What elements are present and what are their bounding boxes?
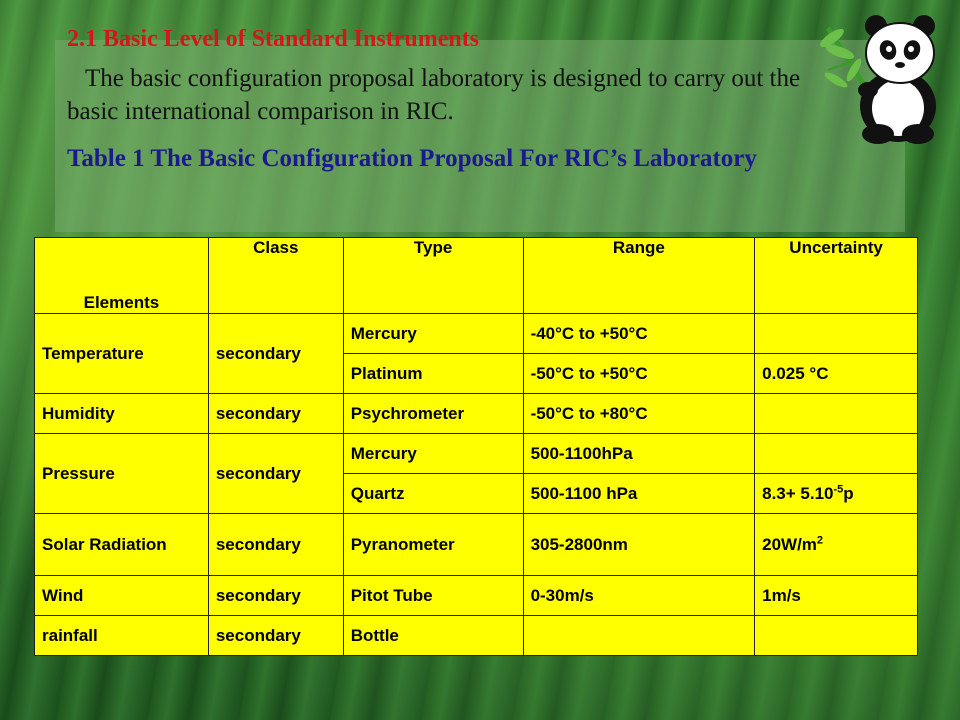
section-heading: 2.1 Basic Level of Standard Instruments: [67, 26, 480, 52]
uncertainty-base: 8.3+ 5.10: [762, 483, 834, 503]
range-cell: 0-30m/s: [523, 576, 755, 616]
type-cell: Pitot Tube: [343, 576, 523, 616]
table-header-row: [35, 238, 918, 314]
element-cell: Humidity: [35, 394, 209, 434]
type-cell: Mercury: [343, 314, 523, 354]
range-cell: 500-1100 hPa: [523, 474, 755, 514]
class-cell: secondary: [208, 434, 343, 514]
table-row: [35, 514, 918, 576]
configuration-table: [34, 237, 918, 656]
class-cell: secondary: [208, 394, 343, 434]
uncertainty-cell: [755, 314, 918, 354]
uncertainty-base: 20W/m: [762, 534, 817, 554]
header-range: Range: [523, 238, 755, 314]
class-cell: secondary: [208, 314, 343, 394]
table-row: [35, 616, 918, 656]
element-cell: Temperature: [35, 314, 209, 394]
header-elements: Elements: [35, 238, 209, 314]
element-cell: Solar Radiation: [35, 514, 209, 576]
uncertainty-cell: [755, 474, 918, 514]
uncertainty-cell: 0.025 °C: [755, 354, 918, 394]
type-cell: Bottle: [343, 616, 523, 656]
type-cell: Quartz: [343, 474, 523, 514]
uncertainty-exponent: 2: [816, 533, 824, 546]
class-cell: secondary: [208, 514, 343, 576]
panda-with-bamboo-icon: [818, 8, 948, 148]
uncertainty-cell: [755, 434, 918, 474]
header-uncertainty: Uncertainty: [755, 238, 918, 314]
type-cell: Mercury: [343, 434, 523, 474]
class-cell: secondary: [208, 576, 343, 616]
range-cell: -50°C to +80°C: [523, 394, 755, 434]
table-row: [35, 576, 918, 616]
table-row: [35, 434, 918, 474]
range-cell: -50°C to +50°C: [523, 354, 755, 394]
uncertainty-exponent: -5: [833, 482, 844, 495]
range-cell: -40°C to +50°C: [523, 314, 755, 354]
element-cell: Wind: [35, 576, 209, 616]
uncertainty-tail: p: [843, 483, 854, 503]
element-cell: Pressure: [35, 434, 209, 514]
uncertainty-cell: [755, 514, 918, 576]
uncertainty-cell: [755, 394, 918, 434]
class-cell: secondary: [208, 616, 343, 656]
table-row: [35, 394, 918, 434]
intro-paragraph: The basic configuration proposal laboratory is designed to carry out the basic international comparison in RIC.: [67, 65, 801, 125]
header-class: Class: [208, 238, 343, 314]
table-row: [35, 314, 918, 354]
header-type: Type: [343, 238, 523, 314]
range-cell: 500-1100hPa: [523, 434, 755, 474]
bamboo-icon: [818, 26, 866, 90]
type-cell: Platinum: [343, 354, 523, 394]
range-cell: 305-2800nm: [523, 514, 755, 576]
range-cell: [523, 616, 755, 656]
uncertainty-cell: [755, 616, 918, 656]
uncertainty-cell: 1m/s: [755, 576, 918, 616]
type-cell: Pyranometer: [343, 514, 523, 576]
element-cell: rainfall: [35, 616, 209, 656]
type-cell: Psychrometer: [343, 394, 523, 434]
table-caption: Table 1 The Basic Configuration Proposal For RIC’s Laboratory: [67, 145, 757, 172]
